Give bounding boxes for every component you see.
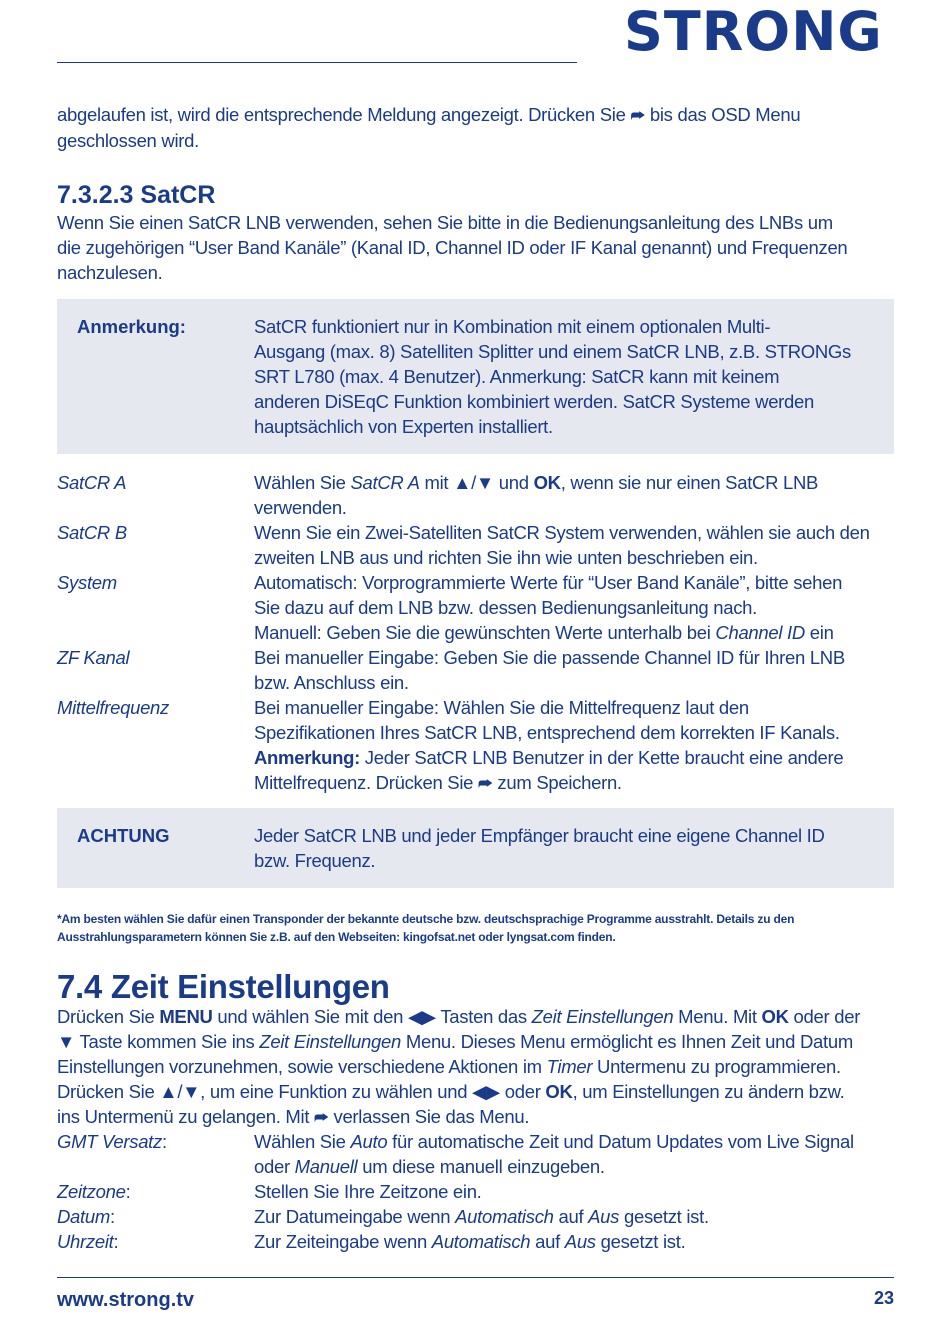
def-desc xyxy=(254,645,884,695)
text: ins Untermenü zu gelangen. Mit xyxy=(57,1106,315,1127)
text: Untermenu zu programmieren. xyxy=(592,1056,841,1077)
warning-line: bzw. Frequenz. xyxy=(254,850,376,871)
text: Datum xyxy=(57,1206,110,1227)
note-text xyxy=(254,314,874,439)
desc-line: verwenden. xyxy=(254,497,347,518)
footnote-line: *Am besten wählen Sie dafür einen Transponder der bekannte deutsche bzw. deutschsprachige Programme ausstrahlt. Details zu den xyxy=(57,912,795,926)
desc-line: Bei manueller Eingabe: Wählen Sie die Mittelfrequenz laut den xyxy=(254,697,749,718)
text: auf xyxy=(553,1206,589,1227)
text: oder xyxy=(254,1156,295,1177)
para-line: die zugehörigen “User Band Kanäle” (Kanal ID, Channel ID oder IF Kanal genannt) und Frequenzen xyxy=(57,237,848,258)
text: SatCR A xyxy=(350,472,420,493)
def-desc xyxy=(254,470,884,520)
satcr-paragraph xyxy=(57,210,897,285)
note-line: hauptsächlich von Experten installiert. xyxy=(254,416,553,437)
desc-line: Automatisch: Vorprogrammierte Werte für “User Band Kanäle”, bitte sehen xyxy=(254,572,843,593)
text: Aus xyxy=(588,1206,620,1227)
desc-line xyxy=(254,745,884,770)
note-label: Anmerkung: xyxy=(77,316,186,337)
text: gesetzt ist. xyxy=(619,1206,709,1227)
footnote xyxy=(57,910,817,946)
def-term: System xyxy=(57,572,117,593)
text: Menu. Mit xyxy=(673,1006,762,1027)
desc-line xyxy=(254,1129,884,1154)
note-box xyxy=(57,299,894,454)
text: Automatisch xyxy=(455,1206,554,1227)
text: Drücken Sie xyxy=(57,1006,160,1027)
desc-line xyxy=(254,620,884,645)
text: Zeit Einstellungen xyxy=(531,1006,674,1027)
para-line: nachzulesen. xyxy=(57,262,163,283)
text: : xyxy=(161,1131,167,1152)
exit-icon: ⮫ xyxy=(314,1108,329,1127)
def-term: SatCR A xyxy=(57,472,127,493)
exit-icon: ⮫ xyxy=(477,774,493,793)
def-desc xyxy=(254,1204,884,1229)
para-line xyxy=(57,1054,897,1079)
text: Automatisch xyxy=(431,1231,531,1252)
text: mit ▲/▼ und xyxy=(419,472,534,493)
strong-logo: STRONG xyxy=(624,0,883,63)
footnote-line: Ausstrahlungsparametern können Sie z.B. auf den Webseiten: kingofsat.net oder lyngsat.com finden. xyxy=(57,930,616,944)
def-desc xyxy=(254,570,884,645)
para-line xyxy=(57,1104,897,1130)
desc-line: Bei manueller Eingabe: Geben Sie die passende Channel ID für Ihren LNB xyxy=(254,647,845,668)
text: Zeit Einstellungen xyxy=(259,1031,401,1052)
text: Jeder SatCR LNB Benutzer in der Kette braucht eine andere xyxy=(359,747,844,768)
text: Manuell xyxy=(294,1156,358,1177)
section-heading-satcr: 7.3.2.3 SatCR xyxy=(57,181,216,209)
intro-line xyxy=(57,102,897,128)
def-term: SatCR B xyxy=(57,522,127,543)
note-line: SRT L780 (max. 4 Benutzer). Anmerkung: SatCR kann mit keinem xyxy=(254,366,780,387)
text: oder der xyxy=(788,1006,861,1027)
para-line xyxy=(57,1079,897,1104)
text: Auto xyxy=(350,1131,388,1152)
text: ein xyxy=(804,622,834,643)
text: ▼ Taste kommen Sie ins xyxy=(57,1031,260,1052)
text: gesetzt ist. xyxy=(595,1231,686,1252)
def-term xyxy=(57,1129,247,1154)
text: Mittelfrequenz. Drücken Sie xyxy=(254,772,478,793)
text: verlassen Sie das Menu. xyxy=(328,1106,530,1127)
text: Zur Zeiteingabe wenn xyxy=(254,1231,432,1252)
warning-box xyxy=(57,808,894,888)
text: für automatische Zeit und Datum Updates vom Live Signal xyxy=(387,1131,854,1152)
intro-line: geschlossen wird. xyxy=(57,130,199,151)
desc-line: Wenn Sie ein Zwei-Satelliten SatCR System verwenden, wählen sie auch den xyxy=(254,522,870,543)
intro-paragraph xyxy=(57,102,897,153)
text: Zur Datumeingabe wenn xyxy=(254,1206,456,1227)
text: zum Speichern. xyxy=(492,772,622,793)
def-desc xyxy=(254,1229,884,1254)
page-number: 23 xyxy=(873,1288,894,1308)
text: GMT Versatz xyxy=(57,1131,162,1152)
text: Menu. Dieses Menu ermöglicht es Ihnen Zeit und Datum xyxy=(401,1031,853,1052)
footer-divider xyxy=(57,1277,894,1278)
desc-line: Spezifikationen Ihres SatCR LNB, entsprechend dem korrekten IF Kanals. xyxy=(254,722,840,743)
def-desc: Stellen Sie Ihre Zeitzone ein. xyxy=(254,1181,482,1202)
text: abgelaufen ist, wird die entsprechende Meldung angezeigt. Drücken Sie xyxy=(57,104,631,125)
def-desc xyxy=(254,1129,884,1179)
desc-line: zweiten LNB aus und richten Sie ihn wie unten beschrieben ein. xyxy=(254,547,758,568)
text: um diese manuell einzugeben. xyxy=(357,1156,605,1177)
text: bis das OSD Menu xyxy=(645,104,801,125)
desc-line xyxy=(254,1154,884,1179)
text: Uhrzeit xyxy=(57,1231,114,1252)
footer-url[interactable]: www.strong.tv xyxy=(57,1289,195,1311)
warning-text xyxy=(254,823,874,873)
text: , wenn sie nur einen SatCR LNB xyxy=(560,472,819,493)
text: Drücken Sie ▲/▼, um eine Funktion zu wählen und ◀▶ oder xyxy=(57,1081,546,1102)
def-desc xyxy=(254,520,884,570)
def-term: ZF Kanal xyxy=(57,647,130,668)
section-heading-zeit: 7.4 Zeit Einstellungen xyxy=(57,968,390,1005)
text: MENU xyxy=(159,1006,213,1027)
def-term: Mittelfrequenz xyxy=(57,697,169,718)
def-term xyxy=(57,1204,247,1229)
text: Channel ID xyxy=(715,622,805,643)
text: Einstellungen vorzunehmen, sowie verschiedene Aktionen im xyxy=(57,1056,547,1077)
header-divider xyxy=(57,62,577,63)
desc-line xyxy=(254,770,884,796)
text: und wählen Sie mit den ◀▶ Tasten das xyxy=(212,1006,532,1027)
note-line: anderen DiSEqC Funktion kombiniert werden. SatCR Systeme werden xyxy=(254,391,815,412)
desc-line: bzw. Anschluss ein. xyxy=(254,672,409,693)
text: : xyxy=(110,1206,115,1227)
desc-line: Sie dazu auf dem LNB bzw. dessen Bedienungsanleitung nach. xyxy=(254,597,758,618)
text: Wählen Sie xyxy=(254,472,351,493)
def-desc xyxy=(254,695,884,796)
text: OK xyxy=(545,1081,573,1102)
text: Anmerkung: xyxy=(254,747,360,768)
note-line: Ausgang (max. 8) Satelliten Splitter und einem SatCR LNB, z.B. STRONGs xyxy=(254,341,851,362)
warning-line: Jeder SatCR LNB und jeder Empfänger braucht eine eigene Channel ID xyxy=(254,825,825,846)
text: , um Einstellungen zu ändern bzw. xyxy=(572,1081,845,1102)
text: Wählen Sie xyxy=(254,1131,351,1152)
text: Zeitzone xyxy=(57,1181,126,1202)
exit-icon: ⮫ xyxy=(630,106,646,125)
para-line: Wenn Sie einen SatCR LNB verwenden, sehen Sie bitte in die Bedienungsanleitung des LNBs um xyxy=(57,212,833,233)
text: Timer xyxy=(546,1056,593,1077)
note-line: SatCR funktioniert nur in Kombination mit einem optionalen Multi- xyxy=(254,316,771,337)
text: auf xyxy=(530,1231,565,1252)
warning-label: ACHTUNG xyxy=(77,825,170,846)
text: OK xyxy=(533,472,561,493)
para-line xyxy=(57,1029,897,1054)
para-line xyxy=(57,1004,897,1029)
desc-line xyxy=(254,470,884,495)
def-term xyxy=(57,1179,247,1204)
zeit-paragraph xyxy=(57,1004,897,1130)
text: : xyxy=(113,1231,119,1252)
def-term xyxy=(57,1229,247,1254)
text: Manuell: Geben Sie die gewünschten Werte unterhalb bei xyxy=(254,622,716,643)
text: Aus xyxy=(564,1231,596,1252)
text: OK xyxy=(761,1006,789,1027)
text: : xyxy=(125,1181,131,1202)
